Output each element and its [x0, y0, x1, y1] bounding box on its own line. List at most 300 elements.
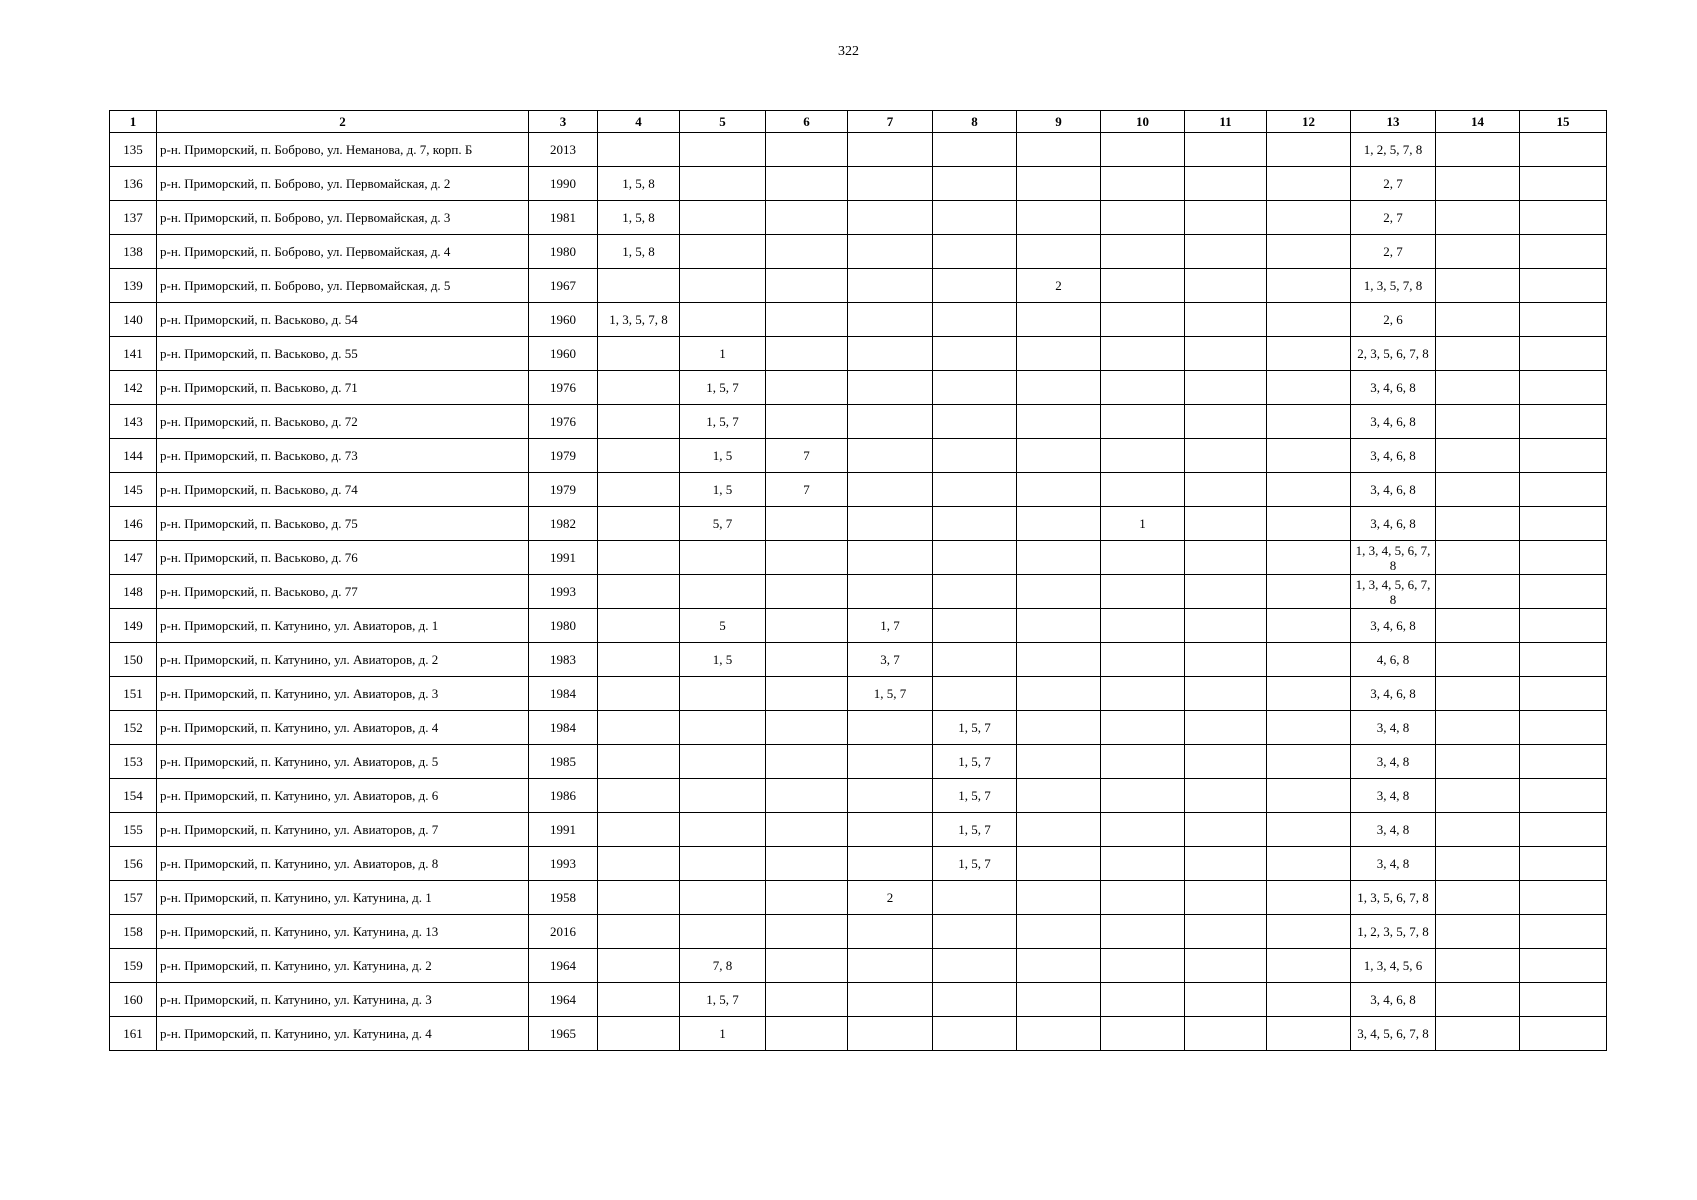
table-cell-col-5: 1, 5 [680, 473, 766, 507]
table-cell-col-11 [1185, 439, 1267, 473]
column-header-13: 13 [1351, 111, 1436, 133]
table-cell-col-11 [1185, 133, 1267, 167]
table-cell-col-10 [1101, 711, 1185, 745]
table-cell-col-11 [1185, 779, 1267, 813]
table-cell-col-7 [848, 847, 933, 881]
table-cell-col-12 [1267, 915, 1351, 949]
table-cell-col-13: 3, 4, 8 [1351, 847, 1436, 881]
table-cell-col-8 [933, 371, 1017, 405]
table-cell-col-11 [1185, 337, 1267, 371]
table-cell-col-3: 1990 [529, 167, 598, 201]
table-cell-col-10 [1101, 881, 1185, 915]
table-cell-col-4 [598, 337, 680, 371]
table-cell-col-10 [1101, 745, 1185, 779]
table-cell-col-1: 161 [110, 1017, 157, 1051]
table-cell-col-13: 1, 3, 4, 5, 6, 7, 8 [1351, 575, 1436, 609]
table-cell-col-10 [1101, 847, 1185, 881]
table-cell-col-11 [1185, 575, 1267, 609]
table-cell-col-15 [1520, 439, 1607, 473]
table-cell-col-14 [1436, 133, 1520, 167]
column-header-12: 12 [1267, 111, 1351, 133]
table-cell-col-4 [598, 881, 680, 915]
table-cell-col-1: 156 [110, 847, 157, 881]
column-header-5: 5 [680, 111, 766, 133]
table-cell-col-5: 5, 7 [680, 507, 766, 541]
table-cell-col-12 [1267, 507, 1351, 541]
column-header-3: 3 [529, 111, 598, 133]
table-cell-col-9 [1017, 983, 1101, 1017]
table-cell-col-14 [1436, 915, 1520, 949]
column-header-14: 14 [1436, 111, 1520, 133]
table-cell-col-5 [680, 813, 766, 847]
table-cell-col-8: 1, 5, 7 [933, 779, 1017, 813]
table-cell-col-3: 1976 [529, 371, 598, 405]
table-cell-col-15 [1520, 405, 1607, 439]
table-row [110, 881, 1607, 915]
table-cell-col-12 [1267, 269, 1351, 303]
table-row [110, 303, 1607, 337]
table-cell-col-9: 2 [1017, 269, 1101, 303]
table-cell-col-4 [598, 133, 680, 167]
table-cell-col-3: 1986 [529, 779, 598, 813]
table-cell-col-9 [1017, 745, 1101, 779]
table-cell-col-2: р-н. Приморский, п. Боброво, ул. Первомайская, д. 4 [157, 235, 529, 269]
table-cell-col-2: р-н. Приморский, п. Васьково, д. 55 [157, 337, 529, 371]
table-cell-col-4 [598, 711, 680, 745]
table-cell-col-15 [1520, 201, 1607, 235]
table-cell-col-5 [680, 133, 766, 167]
table-cell-col-15 [1520, 609, 1607, 643]
table-cell-col-12 [1267, 813, 1351, 847]
table-cell-col-5: 5 [680, 609, 766, 643]
table-cell-col-1: 144 [110, 439, 157, 473]
table-cell-col-13: 1, 3, 5, 6, 7, 8 [1351, 881, 1436, 915]
table-cell-col-5: 1, 5, 7 [680, 371, 766, 405]
table-cell-col-10 [1101, 677, 1185, 711]
table-cell-col-7 [848, 745, 933, 779]
table-cell-col-3: 1980 [529, 609, 598, 643]
table-cell-col-13: 1, 2, 5, 7, 8 [1351, 133, 1436, 167]
table-cell-col-6 [766, 269, 848, 303]
table-cell-col-5 [680, 167, 766, 201]
table-cell-col-5 [680, 575, 766, 609]
column-header-2: 2 [157, 111, 529, 133]
table-cell-col-7 [848, 983, 933, 1017]
table-cell-col-11 [1185, 1017, 1267, 1051]
table-cell-col-15 [1520, 1017, 1607, 1051]
table-cell-col-6 [766, 915, 848, 949]
table-cell-col-13: 2, 7 [1351, 235, 1436, 269]
table-cell-col-5 [680, 269, 766, 303]
table-cell-col-15 [1520, 133, 1607, 167]
table-cell-col-9 [1017, 337, 1101, 371]
table-cell-col-8: 1, 5, 7 [933, 813, 1017, 847]
table-cell-col-14 [1436, 575, 1520, 609]
table-cell-col-5 [680, 779, 766, 813]
table-cell-col-11 [1185, 711, 1267, 745]
table-cell-col-2: р-н. Приморский, п. Катунино, ул. Катунина, д. 3 [157, 983, 529, 1017]
table-cell-col-3: 1958 [529, 881, 598, 915]
table-cell-col-13: 3, 4, 6, 8 [1351, 507, 1436, 541]
column-header-1: 1 [110, 111, 157, 133]
table-row [110, 1017, 1607, 1051]
table-cell-col-3: 1981 [529, 201, 598, 235]
table-cell-col-8: 1, 5, 7 [933, 711, 1017, 745]
table-cell-col-7 [848, 1017, 933, 1051]
table-cell-col-6 [766, 643, 848, 677]
table-cell-col-1: 138 [110, 235, 157, 269]
table-cell-col-1: 147 [110, 541, 157, 575]
table-cell-col-13: 3, 4, 6, 8 [1351, 677, 1436, 711]
table-cell-col-8 [933, 915, 1017, 949]
table-cell-col-8: 1, 5, 7 [933, 745, 1017, 779]
table-cell-col-5: 1, 5, 7 [680, 983, 766, 1017]
table-cell-col-8 [933, 677, 1017, 711]
table-cell-col-11 [1185, 303, 1267, 337]
table-cell-col-10 [1101, 201, 1185, 235]
table-cell-col-6 [766, 711, 848, 745]
table-cell-col-4 [598, 609, 680, 643]
table-cell-col-5: 1, 5 [680, 643, 766, 677]
table-cell-col-5 [680, 915, 766, 949]
table-cell-col-9 [1017, 677, 1101, 711]
table-cell-col-7 [848, 269, 933, 303]
table-cell-col-8 [933, 609, 1017, 643]
table-cell-col-15 [1520, 167, 1607, 201]
table-cell-col-4: 1, 5, 8 [598, 167, 680, 201]
table-cell-col-4 [598, 643, 680, 677]
table-row [110, 983, 1607, 1017]
table-cell-col-14 [1436, 235, 1520, 269]
table-cell-col-13: 3, 4, 6, 8 [1351, 609, 1436, 643]
table-cell-col-9 [1017, 575, 1101, 609]
table-cell-col-2: р-н. Приморский, п. Катунино, ул. Авиаторов, д. 7 [157, 813, 529, 847]
table-cell-col-5: 1 [680, 1017, 766, 1051]
table-cell-col-14 [1436, 847, 1520, 881]
table-cell-col-7 [848, 915, 933, 949]
table-cell-col-14 [1436, 813, 1520, 847]
column-header-11: 11 [1185, 111, 1267, 133]
table-cell-col-8: 1, 5, 7 [933, 847, 1017, 881]
table-cell-col-13: 3, 4, 6, 8 [1351, 371, 1436, 405]
table-cell-col-10 [1101, 1017, 1185, 1051]
table-cell-col-5 [680, 677, 766, 711]
table-cell-col-14 [1436, 303, 1520, 337]
table-cell-col-14 [1436, 711, 1520, 745]
table-cell-col-3: 1964 [529, 949, 598, 983]
table-cell-col-1: 139 [110, 269, 157, 303]
table-row [110, 711, 1607, 745]
table-cell-col-14 [1436, 201, 1520, 235]
table-cell-col-1: 159 [110, 949, 157, 983]
table-cell-col-1: 160 [110, 983, 157, 1017]
table-cell-col-4 [598, 847, 680, 881]
table-cell-col-15 [1520, 643, 1607, 677]
table-cell-col-15 [1520, 473, 1607, 507]
table-cell-col-8 [933, 235, 1017, 269]
table-cell-col-9 [1017, 201, 1101, 235]
table-cell-col-4 [598, 405, 680, 439]
table-cell-col-1: 142 [110, 371, 157, 405]
table-cell-col-15 [1520, 303, 1607, 337]
table-row [110, 269, 1607, 303]
table-cell-col-11 [1185, 473, 1267, 507]
table-cell-col-3: 1984 [529, 711, 598, 745]
table-cell-col-15 [1520, 337, 1607, 371]
table-cell-col-14 [1436, 269, 1520, 303]
table-cell-col-8 [933, 337, 1017, 371]
table-cell-col-7 [848, 337, 933, 371]
table-cell-col-10 [1101, 541, 1185, 575]
table-cell-col-11 [1185, 201, 1267, 235]
table-cell-col-13: 1, 3, 4, 5, 6 [1351, 949, 1436, 983]
data-table [109, 110, 1607, 1051]
table-cell-col-12 [1267, 779, 1351, 813]
table-cell-col-10: 1 [1101, 507, 1185, 541]
table-cell-col-11 [1185, 609, 1267, 643]
column-header-6: 6 [766, 111, 848, 133]
table-cell-col-8 [933, 269, 1017, 303]
table-cell-col-15 [1520, 371, 1607, 405]
table-cell-col-12 [1267, 745, 1351, 779]
table-cell-col-9 [1017, 303, 1101, 337]
table-cell-col-4: 1, 3, 5, 7, 8 [598, 303, 680, 337]
table-cell-col-14 [1436, 439, 1520, 473]
table-cell-col-15 [1520, 881, 1607, 915]
table-cell-col-12 [1267, 133, 1351, 167]
table-row [110, 201, 1607, 235]
table-cell-col-10 [1101, 439, 1185, 473]
table-cell-col-11 [1185, 167, 1267, 201]
table-row [110, 235, 1607, 269]
table-cell-col-4 [598, 779, 680, 813]
table-cell-col-14 [1436, 507, 1520, 541]
table-cell-col-1: 149 [110, 609, 157, 643]
table-cell-col-14 [1436, 541, 1520, 575]
table-cell-col-11 [1185, 983, 1267, 1017]
table-cell-col-8 [933, 507, 1017, 541]
table-cell-col-14 [1436, 881, 1520, 915]
table-cell-col-6 [766, 201, 848, 235]
table-cell-col-15 [1520, 575, 1607, 609]
table-cell-col-15 [1520, 235, 1607, 269]
table-cell-col-6 [766, 371, 848, 405]
table-cell-col-11 [1185, 371, 1267, 405]
table-cell-col-14 [1436, 167, 1520, 201]
table-cell-col-7 [848, 541, 933, 575]
table-cell-col-14 [1436, 473, 1520, 507]
table-row [110, 473, 1607, 507]
table-cell-col-1: 158 [110, 915, 157, 949]
table-cell-col-2: р-н. Приморский, п. Васьково, д. 76 [157, 541, 529, 575]
table-cell-col-12 [1267, 541, 1351, 575]
table-cell-col-7 [848, 507, 933, 541]
table-cell-col-2: р-н. Приморский, п. Васьково, д. 77 [157, 575, 529, 609]
table-cell-col-11 [1185, 269, 1267, 303]
table-cell-col-1: 140 [110, 303, 157, 337]
table-cell-col-2: р-н. Приморский, п. Васьково, д. 74 [157, 473, 529, 507]
table-cell-col-7 [848, 813, 933, 847]
table-row [110, 337, 1607, 371]
table-cell-col-9 [1017, 507, 1101, 541]
table-cell-col-9 [1017, 541, 1101, 575]
table-cell-col-4 [598, 371, 680, 405]
table-cell-col-10 [1101, 337, 1185, 371]
table-cell-col-13: 2, 3, 5, 6, 7, 8 [1351, 337, 1436, 371]
table-cell-col-13: 3, 4, 8 [1351, 711, 1436, 745]
table-cell-col-5: 1, 5, 7 [680, 405, 766, 439]
table-cell-col-12 [1267, 677, 1351, 711]
table-cell-col-12 [1267, 643, 1351, 677]
table-cell-col-6 [766, 677, 848, 711]
table-cell-col-15 [1520, 915, 1607, 949]
table-cell-col-10 [1101, 779, 1185, 813]
table-cell-col-3: 1983 [529, 643, 598, 677]
column-header-10: 10 [1101, 111, 1185, 133]
table-cell-col-10 [1101, 983, 1185, 1017]
table-cell-col-14 [1436, 405, 1520, 439]
table-cell-col-2: р-н. Приморский, п. Васьково, д. 54 [157, 303, 529, 337]
table-cell-col-11 [1185, 405, 1267, 439]
table-cell-col-3: 1984 [529, 677, 598, 711]
table-cell-col-5 [680, 235, 766, 269]
table-cell-col-6 [766, 813, 848, 847]
table-cell-col-7 [848, 949, 933, 983]
table-cell-col-2: р-н. Приморский, п. Катунино, ул. Авиаторов, д. 2 [157, 643, 529, 677]
table-cell-col-14 [1436, 371, 1520, 405]
table-cell-col-12 [1267, 337, 1351, 371]
table-cell-col-11 [1185, 949, 1267, 983]
table-cell-col-11 [1185, 235, 1267, 269]
table-cell-col-11 [1185, 507, 1267, 541]
table-cell-col-8 [933, 405, 1017, 439]
table-cell-col-13: 1, 3, 5, 7, 8 [1351, 269, 1436, 303]
table-row [110, 439, 1607, 473]
table-row [110, 677, 1607, 711]
table-cell-col-6 [766, 575, 848, 609]
table-row [110, 541, 1607, 575]
table-cell-col-1: 136 [110, 167, 157, 201]
table-cell-col-3: 1976 [529, 405, 598, 439]
table-row [110, 405, 1607, 439]
table-cell-col-7 [848, 405, 933, 439]
table-cell-col-7 [848, 167, 933, 201]
table-row [110, 915, 1607, 949]
table-cell-col-9 [1017, 133, 1101, 167]
table-cell-col-7 [848, 779, 933, 813]
table-cell-col-2: р-н. Приморский, п. Катунино, ул. Авиаторов, д. 4 [157, 711, 529, 745]
table-cell-col-5: 1 [680, 337, 766, 371]
table-cell-col-6 [766, 303, 848, 337]
table-cell-col-6 [766, 133, 848, 167]
table-cell-col-10 [1101, 473, 1185, 507]
table-cell-col-7 [848, 133, 933, 167]
table-cell-col-3: 2013 [529, 133, 598, 167]
table-cell-col-12 [1267, 881, 1351, 915]
table-cell-col-14 [1436, 983, 1520, 1017]
table-cell-col-13: 3, 4, 8 [1351, 813, 1436, 847]
table-cell-col-12 [1267, 235, 1351, 269]
table-cell-col-7: 3, 7 [848, 643, 933, 677]
table-cell-col-14 [1436, 643, 1520, 677]
table-cell-col-6 [766, 235, 848, 269]
table-cell-col-7: 1, 7 [848, 609, 933, 643]
table-cell-col-12 [1267, 609, 1351, 643]
table-cell-col-13: 3, 4, 5, 6, 7, 8 [1351, 1017, 1436, 1051]
table-cell-col-3: 1993 [529, 847, 598, 881]
table-cell-col-14 [1436, 1017, 1520, 1051]
table-cell-col-11 [1185, 915, 1267, 949]
table-cell-col-10 [1101, 575, 1185, 609]
column-header-9: 9 [1017, 111, 1101, 133]
table-cell-col-5 [680, 201, 766, 235]
table-cell-col-8 [933, 167, 1017, 201]
table-cell-col-7 [848, 201, 933, 235]
table-cell-col-12 [1267, 201, 1351, 235]
table-cell-col-11 [1185, 541, 1267, 575]
table-cell-col-6 [766, 881, 848, 915]
table-cell-col-7 [848, 439, 933, 473]
table-cell-col-5 [680, 745, 766, 779]
table-cell-col-11 [1185, 643, 1267, 677]
table-cell-col-5: 1, 5 [680, 439, 766, 473]
table-cell-col-15 [1520, 847, 1607, 881]
table-cell-col-15 [1520, 677, 1607, 711]
table-cell-col-5 [680, 711, 766, 745]
table-cell-col-2: р-н. Приморский, п. Васьково, д. 71 [157, 371, 529, 405]
column-header-8: 8 [933, 111, 1017, 133]
table-cell-col-15 [1520, 541, 1607, 575]
table-cell-col-12 [1267, 983, 1351, 1017]
table-cell-col-2: р-н. Приморский, п. Боброво, ул. Первомайская, д. 3 [157, 201, 529, 235]
table-cell-col-13: 1, 3, 4, 5, 6, 7, 8 [1351, 541, 1436, 575]
table-row [110, 575, 1607, 609]
table-cell-col-1: 154 [110, 779, 157, 813]
table-cell-col-6 [766, 405, 848, 439]
table-cell-col-7 [848, 473, 933, 507]
table-cell-col-12 [1267, 711, 1351, 745]
table-cell-col-14 [1436, 949, 1520, 983]
table-cell-col-1: 135 [110, 133, 157, 167]
table-cell-col-2: р-н. Приморский, п. Катунино, ул. Катунина, д. 2 [157, 949, 529, 983]
table-row [110, 609, 1607, 643]
table-cell-col-9 [1017, 711, 1101, 745]
table-cell-col-10 [1101, 643, 1185, 677]
table-cell-col-3: 1991 [529, 541, 598, 575]
column-header-7: 7 [848, 111, 933, 133]
table-cell-col-3: 1979 [529, 439, 598, 473]
table-cell-col-6 [766, 167, 848, 201]
table-cell-col-4 [598, 983, 680, 1017]
table-cell-col-10 [1101, 269, 1185, 303]
table-cell-col-4 [598, 677, 680, 711]
table-cell-col-8 [933, 881, 1017, 915]
table-cell-col-1: 151 [110, 677, 157, 711]
table-cell-col-7 [848, 235, 933, 269]
table-cell-col-8 [933, 541, 1017, 575]
table-cell-col-5 [680, 541, 766, 575]
table-cell-col-11 [1185, 745, 1267, 779]
table-cell-col-6 [766, 983, 848, 1017]
table-cell-col-9 [1017, 813, 1101, 847]
table-cell-col-8 [933, 575, 1017, 609]
table-cell-col-11 [1185, 677, 1267, 711]
table-cell-col-11 [1185, 813, 1267, 847]
table-cell-col-15 [1520, 813, 1607, 847]
table-row [110, 847, 1607, 881]
table-cell-col-9 [1017, 881, 1101, 915]
table-cell-col-9 [1017, 915, 1101, 949]
